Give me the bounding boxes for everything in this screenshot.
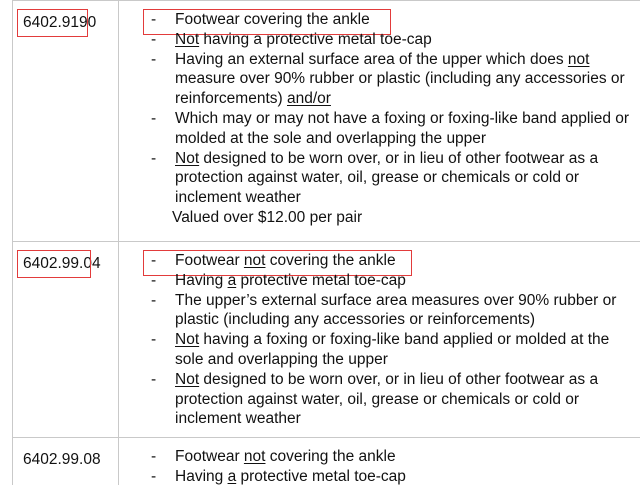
bullet-dash: - (151, 109, 157, 127)
item-text (175, 150, 598, 207)
list-item (151, 370, 631, 429)
list-item (151, 447, 631, 467)
bullet-dash: - (151, 467, 157, 485)
text-run: Having (175, 271, 228, 289)
underlined-text: Not (175, 331, 200, 349)
text-run: Footwear (175, 252, 244, 269)
underlined-text: Not (175, 370, 200, 388)
row-divider (12, 437, 640, 438)
text-run: designed to be worn over, or in lieu of other footwear as a protection against water, oil, grease or chemicals or cold or inclement weather (175, 149, 599, 207)
table-left-border (12, 0, 13, 485)
code-suffix: 6402.99.08 (23, 451, 101, 468)
bullet-dash: - (151, 370, 157, 388)
table-column-divider (118, 0, 119, 485)
item-text (175, 110, 629, 147)
item-text (175, 371, 598, 428)
list-item (151, 467, 631, 487)
text-run: The upper’s external surface area measures over 90% rubber or plastic (including any accessories or reinforcements) (175, 291, 617, 329)
row-divider (12, 241, 640, 242)
item-text (175, 448, 396, 465)
item-text (175, 252, 396, 269)
underlined-text: not (243, 448, 266, 465)
list-item (151, 10, 631, 30)
text-run: Footwear covering the ankle (175, 11, 370, 28)
text-run: Having an external surface area of the upper which does (175, 50, 568, 68)
code-highlight: 6402.99. (23, 255, 84, 272)
list-item (151, 30, 631, 50)
text-run: Having (175, 467, 228, 485)
bullet-dash: - (151, 331, 157, 349)
list-item (151, 291, 631, 331)
list-item (151, 149, 631, 208)
code-suffix: 04 (83, 255, 101, 272)
text-run: Footwear (175, 448, 244, 465)
bullet-dash: - (151, 291, 157, 309)
bullet-dash: - (151, 271, 157, 289)
text-run: covering the ankle (265, 448, 396, 465)
bullet-dash: - (151, 11, 157, 28)
tariff-code (23, 255, 101, 273)
text-run: Which may or may not have a foxing or foxing-like band applied or molded at the sole and overlapping the upper (175, 109, 630, 147)
text-run: measure over 90% rubber or plastic (including any accessories or reinforcements) (175, 70, 625, 108)
bullet-dash: - (151, 252, 157, 269)
text-run: having a foxing or foxing-like band applied or molded at the sole and overlapping the upper (175, 331, 610, 368)
item-text (175, 331, 609, 368)
bullet-dash: - (151, 30, 157, 48)
item-text (175, 292, 616, 329)
value-note: Valued over $12.00 per pair (172, 208, 363, 226)
description-list (151, 447, 631, 487)
list-item (151, 109, 631, 149)
description-list (151, 10, 631, 228)
underlined-text: and/or (286, 90, 331, 108)
item-text (175, 272, 406, 289)
item-text (175, 468, 406, 485)
bullet-dash: - (151, 149, 157, 167)
item-text (175, 31, 432, 48)
text-run: designed to be worn over, or in lieu of other footwear as a protection against water, oil, grease or chemicals or cold or inclement weather (175, 370, 599, 428)
list-item (151, 330, 631, 370)
bullet-dash: - (151, 50, 157, 68)
text-run: covering the ankle (265, 252, 396, 269)
item-text (175, 11, 370, 28)
underlined-text: Not (175, 30, 200, 48)
description-list (151, 251, 631, 429)
underlined-text: Not (175, 149, 200, 167)
table-top-border (12, 0, 640, 1)
underlined-text: a (227, 271, 237, 289)
item-text (175, 51, 625, 108)
code-suffix: 90 (79, 14, 97, 31)
list-item (151, 251, 631, 271)
text-run: protective metal toe-cap (236, 467, 406, 485)
bullet-dash: - (151, 448, 157, 465)
code-highlight: 6402.91 (23, 14, 80, 31)
tariff-code (23, 14, 96, 32)
tariff-code (23, 451, 101, 469)
underlined-text: not (243, 252, 266, 269)
text-run: protective metal toe-cap (236, 271, 406, 289)
list-item (151, 50, 631, 109)
underlined-text: a (227, 467, 237, 485)
underlined-text: not (567, 50, 590, 68)
text-run: having a protective metal toe-cap (199, 30, 432, 48)
list-item (151, 271, 631, 291)
